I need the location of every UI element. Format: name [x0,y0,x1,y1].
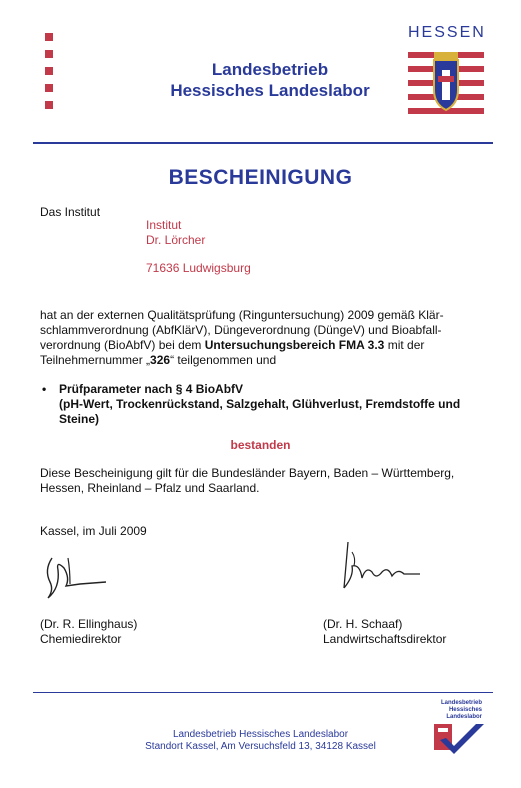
result-text: bestanden [230,438,291,452]
hessen-wordmark: HESSEN [408,24,486,41]
signatory-name: (Dr. R. Ellinghaus) [40,617,138,631]
checkmark-icon [418,722,488,760]
recipient-line2: Dr. Lörcher [146,233,206,247]
recipient-line1: Institut [146,218,182,232]
scope-highlight: Untersuchungsbereich FMA 3.3 [204,338,385,352]
logo-text: Landeslabor [446,714,482,720]
recipient-city: 71636 Ludwigsburg [146,261,251,275]
red-square [45,50,53,58]
validity-paragraph: Diese Bescheinigung gilt für die Bundesländer Bayern, Baden – Württemberg, Hessen, Rheinland – Pfalz und Saarland. [40,466,455,495]
logo-text: Hessisches [448,707,482,713]
signatory-name: (Dr. H. Schaaf) [323,617,403,631]
red-square [45,33,53,41]
bullet-dot-icon: • [42,382,47,396]
red-square [45,101,53,109]
red-square [45,84,53,92]
red-square [45,67,53,75]
body-line: Teilnehmernummer „326“ teilgenommen und [40,353,277,367]
signatory-right [323,617,446,647]
body-line: verordnung (BioAbfV) bei dem Untersuchungsbereich FMA 3.3 mit der [40,338,425,352]
participant-number: 326 [150,353,171,367]
footer-line1: Landesbetrieb Hessisches Landeslabor [172,729,349,740]
signatory-role: Chemiedirektor [40,632,122,646]
org-name-line2: Hessisches Landeslabor [170,81,370,100]
hessen-crest-icon [408,46,484,118]
org-name-line1: Landesbetrieb [211,60,329,79]
place-date: Kassel, im Juli 2009 [40,524,147,538]
landeslabor-logo [418,700,488,760]
footer-divider [33,692,493,693]
logo-text: Landesbetrieb [440,700,482,706]
body-paragraph [40,308,480,368]
footer-line2: Standort Kassel, Am Versuchsfeld 13, 34128 Kassel [145,741,376,752]
signatory-left [40,617,137,647]
body-line: hat an der externen Qualitätsprüfung (Ringuntersuchung) 2009 gemäß Klär- [40,308,444,322]
header-divider [33,142,493,144]
signature-schaaf-icon [330,536,440,596]
signature-ellinghaus-icon [40,540,140,615]
signatory-role: Landwirtschaftsdirektor [323,632,447,646]
bullet-item: Prüfparameter nach § 4 BioAbfV (pH-Wert, Trockenrückstand, Salzgehalt, Glühverlust, Fremdstoffe und Steine) [59,382,461,426]
document-title: BESCHEINIGUNG [168,166,353,189]
body-line: schlammverordnung (AbfKlärV), Düngeverordnung (DüngeV) und Bioabfall- [40,323,442,337]
intro-text: Das Institut [40,205,101,219]
